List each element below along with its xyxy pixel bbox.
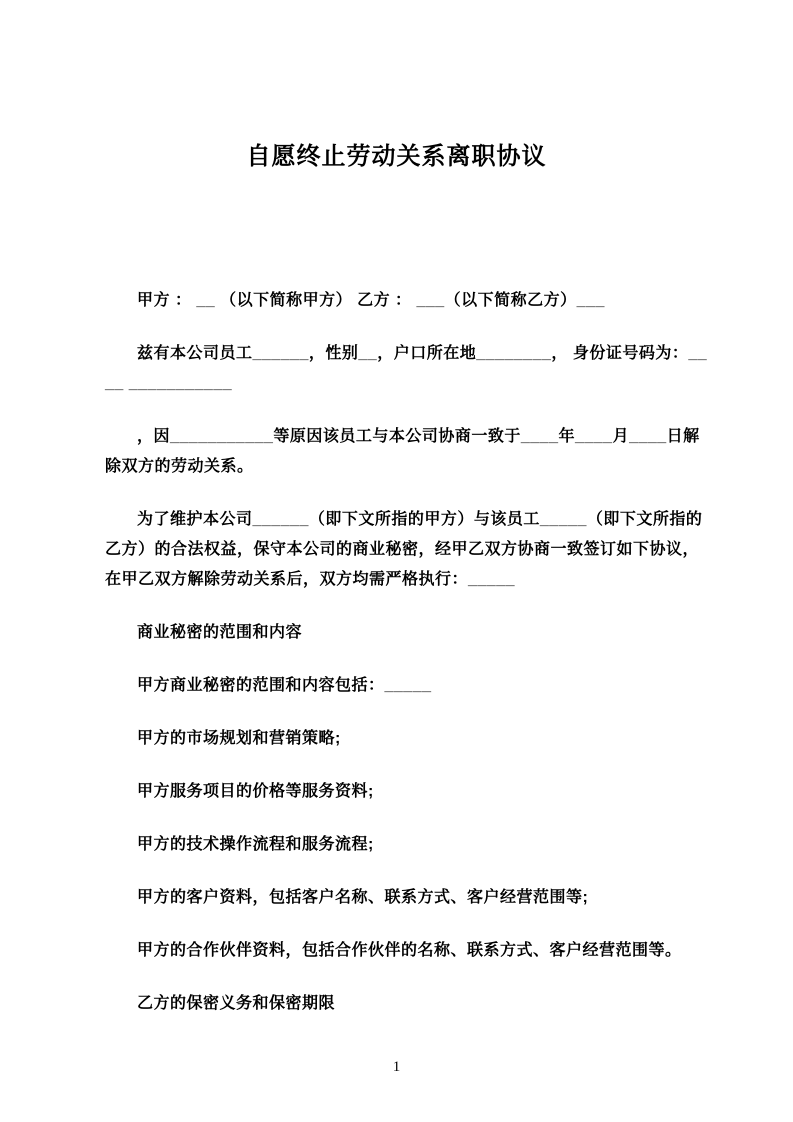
- paragraph-confidentiality-heading: 乙方的保密义务和保密期限: [137, 995, 336, 1012]
- paragraph-item-partner-info: 甲方的合作伙伴资料，包括合作伙伴的名称、联系方式、客户经营范围等。: [137, 942, 682, 959]
- document-title: 自愿终止劳动关系离职协议: [246, 143, 547, 170]
- document-body: [105, 286, 710, 1019]
- paragraph-item-service-price: 甲方服务项目的价格等服务资料;: [137, 783, 374, 800]
- paragraph-item-tech-process: 甲方的技术操作流程和服务流程;: [137, 836, 374, 853]
- paragraph-termination-reason: ，因___________等原因该员工与本公司协商一致于____年____月____日解除双方的劳动关系。: [105, 428, 700, 475]
- paragraph-employee-info: 兹有本公司员工______，性别__，户口所在地________， 身份证号码为：____ ___________: [105, 345, 708, 392]
- paragraph-item-client-info: 甲方的客户资料，包括客户名称、联系方式、客户经营范围等;: [137, 889, 589, 906]
- page-number: 1: [392, 1059, 401, 1075]
- paragraph-item-market-plan: 甲方的市场规划和营销策略;: [137, 730, 341, 747]
- paragraph-parties: 甲方 ： __ （以下简称甲方） 乙方 ： ___（以下简称乙方）___: [137, 292, 605, 309]
- paragraph-secret-scope-intro: 甲方商业秘密的范围和内容包括：_____: [137, 677, 432, 694]
- paragraph-secret-scope-heading: 商业秘密的范围和内容: [137, 624, 303, 641]
- paragraph-purpose: 为了维护本公司______（即下文所指的甲方）与该员工_____（即下文所指的乙方）的合法权益，保守本公司的商业秘密，经甲乙双方协商一致签订如下协议，在甲乙双方解除劳动关系后，双方均需严格执行：_____: [105, 511, 703, 588]
